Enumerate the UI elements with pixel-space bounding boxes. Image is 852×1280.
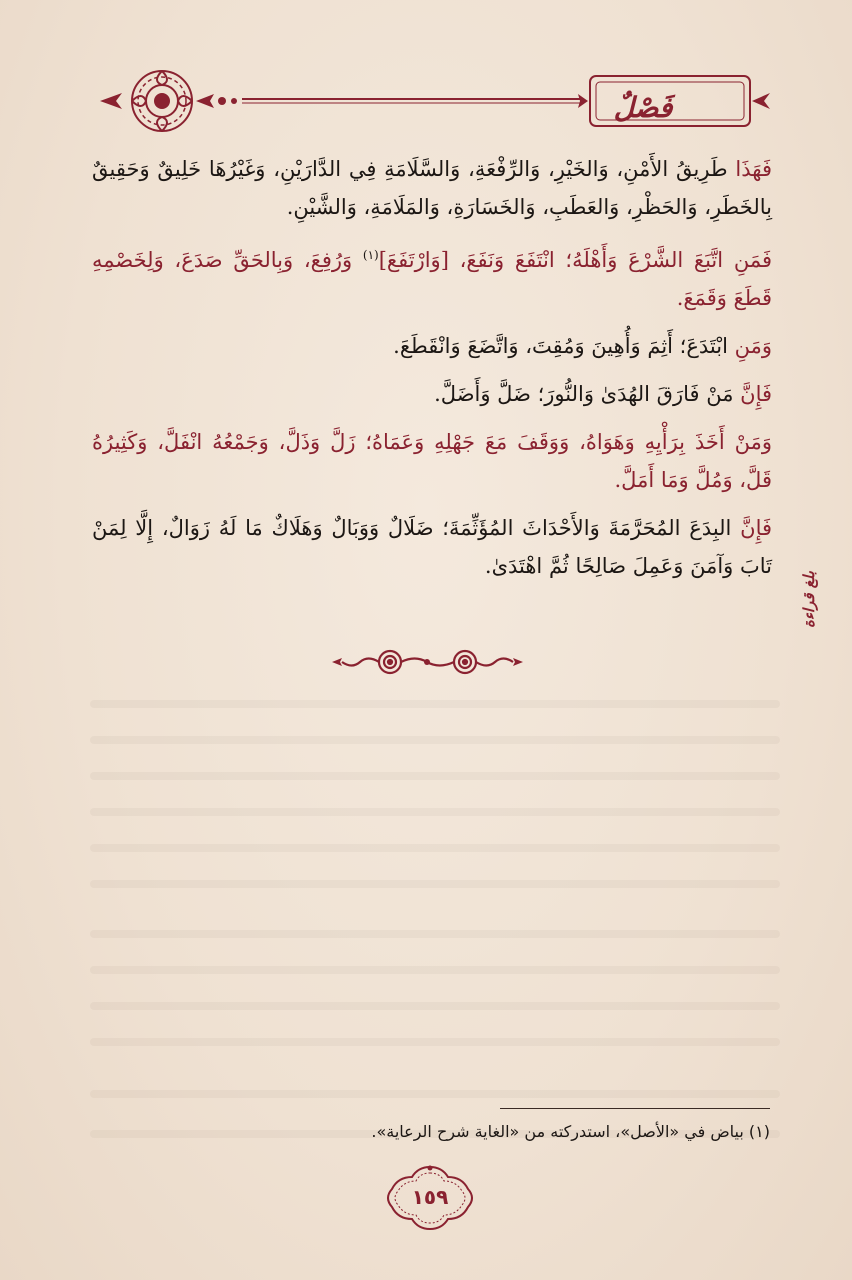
- paragraph-text: وَرُفِعَ، وَبِالحَقِّ صَدَعَ، وَلِخَصْمِهِ قَطَعَ وَقَمَعَ.: [92, 248, 772, 310]
- page-number: ١٥٩: [411, 1185, 449, 1209]
- lead-word: فَإِنَّ: [740, 516, 772, 540]
- paragraph: [92, 509, 772, 585]
- lead-word: فَإِنَّ: [740, 382, 772, 406]
- paragraph: [92, 236, 772, 317]
- lead-word: وَمَنْ: [734, 430, 772, 454]
- paragraph: [92, 375, 772, 413]
- paragraph: [92, 150, 772, 226]
- paragraph-text: طَرِيقُ الأَمْنِ، وَالخَيْرِ، وَالرِّفْعَةِ، وَالسَّلَامَةِ فِي الدَّارَيْنِ، وَغَيْرُهَا خَلِيقٌ وَحَقِيقٌ بِالخَطَرِ، وَالحَظْرِ، وَالعَطَبِ، وَالخَسَارَةِ، وَالمَلَامَةِ، وَالشَّيْنِ.: [92, 157, 772, 219]
- paragraph-text: ابْتَدَعَ؛ أَثِمَ وَأُهِينَ وَمُقِتَ، وَاتَّضَعَ وَانْقَطَعَ.: [393, 334, 735, 358]
- section-divider: [330, 645, 525, 679]
- footnote-rule: [500, 1108, 770, 1109]
- lead-word: فَهَذَا: [735, 157, 772, 181]
- paragraph: [92, 423, 772, 499]
- paragraph-text: أَخَذَ بِرَأْيِهِ وَهَوَاهُ، وَوَقَفَ مَعَ جَهْلِهِ وَعَمَاهُ؛ زَلَّ وَذَلَّ، وَجَمْعُهُ انْفَلَّ، وَكَثِيرُهُ قَلَّ، وَمُلَّ وَمَا أَمَلَّ.: [92, 430, 772, 492]
- paragraph: [92, 327, 772, 365]
- margin-note: بلغ قراءة: [800, 571, 818, 629]
- paragraph-text: البِدَعَ المُحَرَّمَةَ وَالأَحْدَاثَ المُؤَثِّمَةَ؛ ضَلَالٌ وَوَبَالٌ وَهَلَاكٌ مَا لَهُ زَوَالٌ، إِلَّا لِمَنْ تَابَ وَآمَنَ وَعَمِلَ صَالِحًا ثُمَّ اهْتَدَىٰ.: [92, 516, 772, 578]
- lead-word: وَمَنِ: [734, 334, 772, 358]
- chapter-title: فَصْلٌ: [613, 91, 673, 124]
- divider-ornament-icon: [330, 645, 525, 679]
- footnote: (١) بياض في «الأصل»، استدركته من «الغاية شرح الرعاية».: [371, 1122, 770, 1141]
- paragraph-text: اتَّبَعَ الشَّرْعَ وَأَهْلَهُ؛ انْتَفَعَ وَنَفَعَ، [وَارْتَفَعَ]: [378, 248, 734, 272]
- paragraph-text: مَنْ فَارَقَ الهُدَىٰ وَالنُّورَ؛ ضَلَّ وَأَضَلَّ.: [434, 382, 741, 406]
- main-text: [92, 150, 772, 595]
- footnote-reference[interactable]: (١): [362, 248, 379, 262]
- lead-word: فَمَنِ: [733, 248, 772, 272]
